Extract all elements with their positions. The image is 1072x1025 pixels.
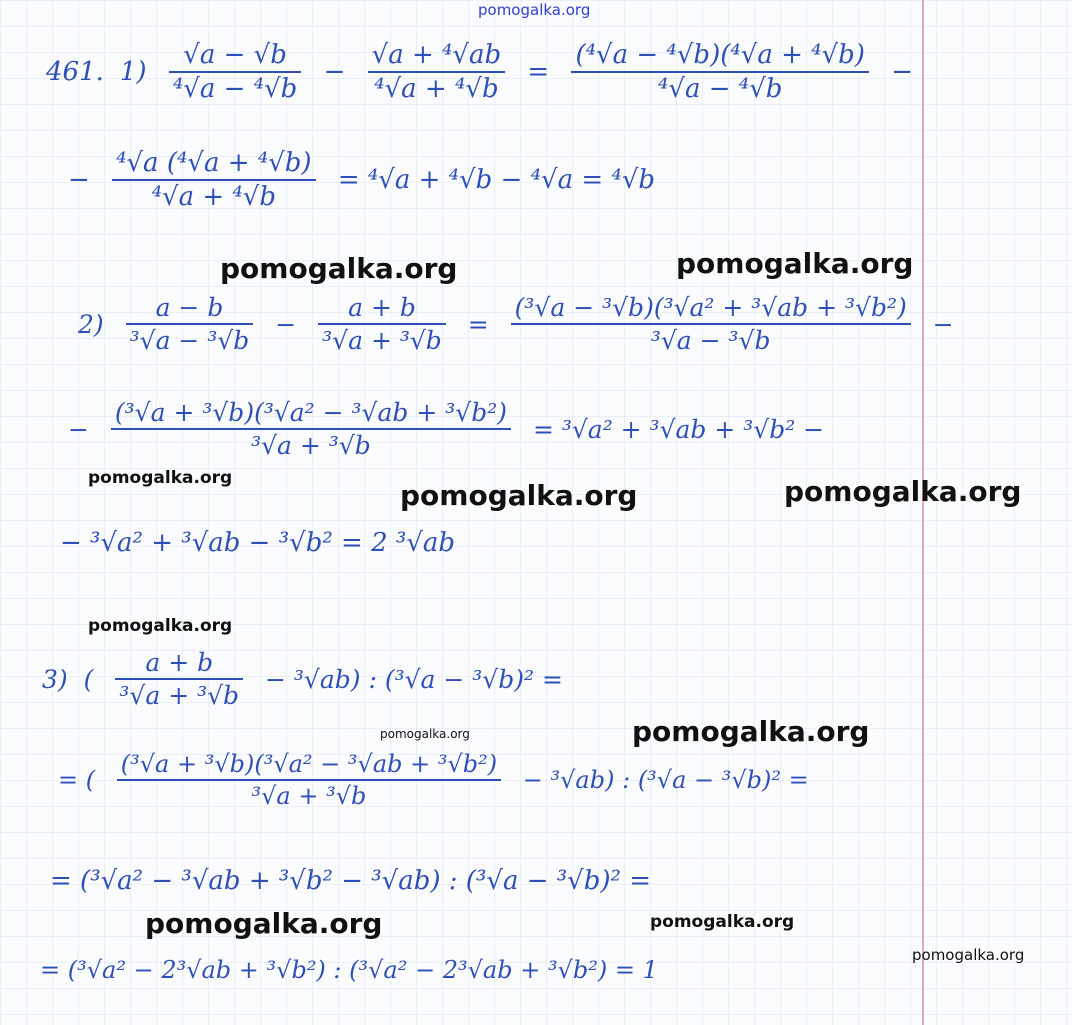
fraction: $\frac{a - b}{\text{³√a − ³√b}}$: [126, 295, 254, 353]
part1-label: 1): [119, 57, 147, 87]
watermark-top: pomogalka.org: [478, 1, 591, 19]
watermark: pomogalka.org: [650, 912, 795, 932]
watermark: pomogalka.org: [220, 252, 458, 285]
part3-line4: = (³√a² − 2³√ab + ³√b²) : (³√a² − 2³√ab + ³√b²) = 1: [40, 956, 658, 984]
watermark: pomogalka.org: [632, 715, 870, 748]
fraction: $\frac{√a - √b}{\text{⁴√a − ⁴√b}}$: [169, 42, 301, 102]
part3-line2: = ( $\frac{\text{(³√a + ³√b)(³√a² − ³√ab + ³√b²)}}{\text{³√a + ³√b}}$ − ³√ab) : (³√a − ³√b)² =: [58, 750, 809, 810]
fraction: $\frac{\text{(³√a + ³√b)(³√a² − ³√ab + ³√b²)}}{\text{³√a + ³√b}}$: [111, 400, 511, 458]
fraction: $\frac{\text{√a + ⁴√ab}}{\text{⁴√a + ⁴√b}}$: [368, 42, 506, 102]
part1-line2: − $\frac{\text{⁴√a (⁴√a + ⁴√b)}}{\text{⁴√a + ⁴√b}}$ = ⁴√a + ⁴√b − ⁴√a = ⁴√b: [68, 148, 656, 212]
part3-line1: 3) ( $\frac{a + b}{\text{³√a + ³√b}}$ − ³√ab) : (³√a − ³√b)² =: [42, 648, 563, 710]
part2-result: = ³√a² + ³√ab + ³√b² −: [532, 414, 825, 444]
fraction: $\frac{a + b}{\text{³√a + ³√b}}$: [115, 650, 243, 708]
part2-line1: 2) $\frac{a - b}{\text{³√a − ³√b}}$ − $\frac{a + b}{\text{³√a + ³√b}}$ = $\frac{\text{(³√a − ³√b)(³√a² + ³√ab + ³√b²)}}{\text{³√a − ³√b}}$ −: [78, 293, 954, 355]
part2-label: 2): [78, 309, 104, 339]
part3-line3: = (³√a² − ³√ab + ³√b² − ³√ab) : (³√a − ³√b)² =: [50, 866, 652, 896]
watermark: pomogalka.org: [400, 479, 638, 512]
part1-line1: 461. 1) $\frac{√a - √b}{\text{⁴√a − ⁴√b}}$ − $\frac{\text{√a + ⁴√ab}}{\text{⁴√a + ⁴√b}}$ = $\frac{\text{(⁴√a − ⁴√b)(⁴√a + ⁴√b)}}{\text{⁴√a − ⁴√b}}$ −: [46, 40, 913, 104]
fraction: $\frac{a + b}{\text{³√a + ³√b}}$: [318, 295, 446, 353]
fraction: $\frac{\text{⁴√a (⁴√a + ⁴√b)}}{\text{⁴√a + ⁴√b}}$: [112, 150, 315, 210]
watermark: pomogalka.org: [912, 946, 1025, 964]
fraction: $\frac{\text{(³√a + ³√b)(³√a² − ³√ab + ³√b²)}}{\text{³√a + ³√b}}$: [117, 752, 501, 808]
watermark: pomogalka.org: [380, 727, 470, 741]
watermark: pomogalka.org: [145, 907, 383, 940]
watermark: pomogalka.org: [88, 616, 233, 636]
part2-line3: − ³√a² + ³√ab − ³√b² = 2 ³√ab: [60, 528, 456, 558]
fraction: $\frac{\text{(⁴√a − ⁴√b)(⁴√a + ⁴√b)}}{\text{⁴√a − ⁴√b}}$: [571, 42, 868, 102]
part3-label: 3): [42, 664, 68, 694]
problem-number: 461.: [46, 57, 104, 87]
watermark: pomogalka.org: [88, 468, 233, 488]
watermark: pomogalka.org: [784, 475, 1022, 508]
part1-result: = ⁴√a + ⁴√b − ⁴√a = ⁴√b: [337, 165, 656, 195]
notebook-margin-line: [922, 0, 924, 1025]
watermark: pomogalka.org: [676, 247, 914, 280]
fraction: $\frac{\text{(³√a − ³√b)(³√a² + ³√ab + ³√b²)}}{\text{³√a − ³√b}}$: [511, 295, 911, 353]
part2-line2: − $\frac{\text{(³√a + ³√b)(³√a² − ³√ab + ³√b²)}}{\text{³√a + ³√b}}$ = ³√a² + ³√ab + ³√b² −: [68, 398, 825, 460]
